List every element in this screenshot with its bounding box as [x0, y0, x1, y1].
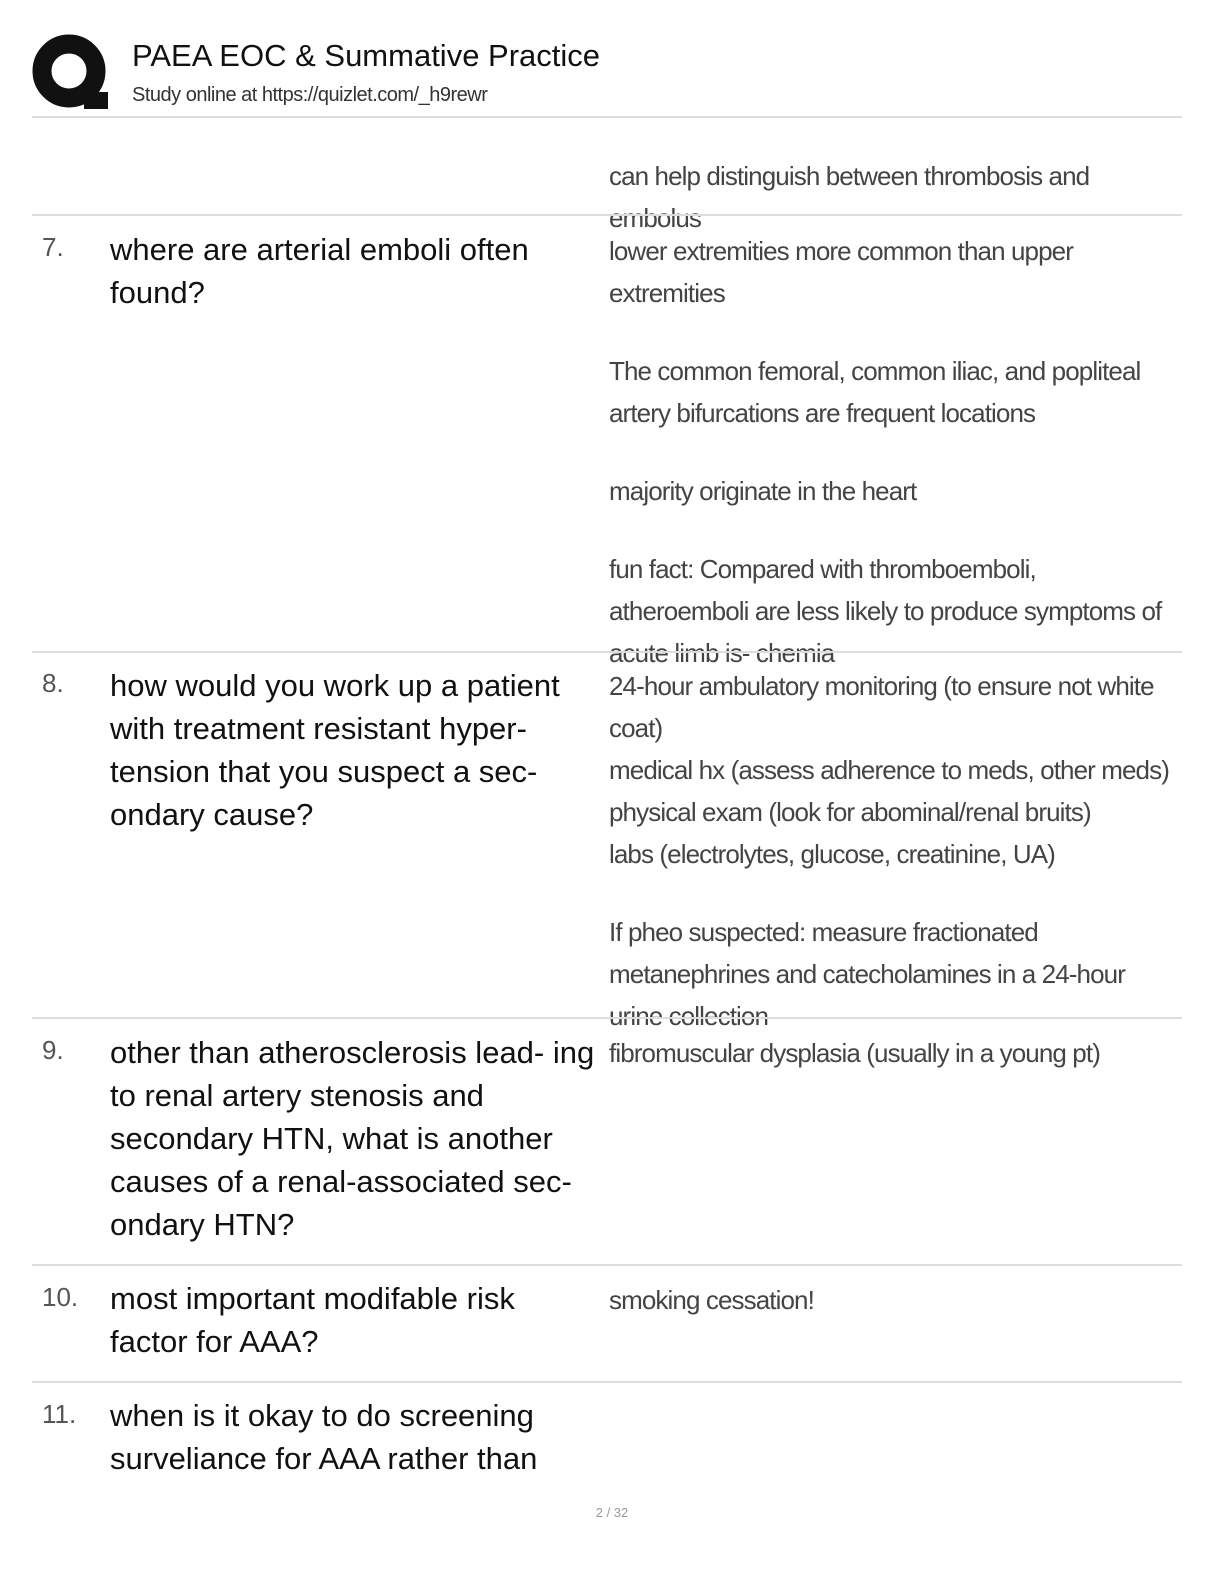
card-question: other than atherosclerosis lead- ing to renal artery stenosis and secondary HTN, what is another causes of a renal-associated sec- ondary HTN?	[110, 1035, 595, 1242]
divider	[32, 116, 1182, 118]
card-answer	[609, 230, 1174, 674]
answer-line: lower extremities more common than upper extremities	[609, 236, 1073, 308]
card-question: how would you work up a patient with treatment resistant hyper- tension that you suspect a sec- ondary cause?	[110, 668, 560, 832]
divider	[32, 214, 1182, 216]
card-answer	[609, 1032, 1174, 1074]
card-number: 9.	[42, 1035, 64, 1065]
answer-line: fun fact: Compared with thromboemboli, atheroemboli are less likely to produce symptoms of acute limb is- chemia	[609, 554, 1162, 668]
answer-line: labs (electrolytes, glucose, creatinine, UA)	[609, 839, 1055, 869]
card-answer	[609, 665, 1174, 1037]
answer-line: If pheo suspected: measure fractionated metanephrines and catecholamines in a 24-hour urine collection	[609, 917, 1125, 1031]
card-number: 11.	[42, 1399, 77, 1429]
card-number: 8.	[42, 668, 64, 698]
divider	[32, 651, 1182, 653]
divider	[32, 1264, 1182, 1266]
page-number: 2 / 32	[595, 1505, 629, 1520]
divider	[32, 1017, 1182, 1019]
answer-line: majority originate in the heart	[609, 476, 917, 506]
card-answer	[609, 1279, 1174, 1321]
answer-line: physical exam (look for abominal/renal bruits)	[609, 797, 1091, 827]
divider	[32, 1381, 1182, 1383]
answer-line: smoking cessation!	[609, 1285, 814, 1315]
document-title: PAEA EOC & Summative Practice	[132, 38, 601, 73]
answer-line: can help distinguish between thrombosis and embolus	[609, 161, 1090, 233]
answer-line: 24-hour ambulatory monitoring (to ensure not white coat)	[609, 671, 1154, 743]
answer-line: fibromuscular dysplasia (usually in a young pt)	[609, 1038, 1100, 1068]
quizlet-logo-icon	[32, 34, 110, 112]
answer-line: medical hx (assess adherence to meds, other meds)	[609, 755, 1169, 785]
answer-continuation	[609, 155, 1174, 239]
card-question: most important modifable risk factor for AAA?	[110, 1281, 515, 1359]
page-header	[32, 34, 1182, 116]
card-question: when is it okay to do screening surveliance for AAA rather than	[110, 1398, 538, 1476]
card-question: where are arterial emboli often found?	[110, 232, 529, 310]
study-online-link[interactable]: Study online at https://quizlet.com/_h9rewr	[132, 84, 488, 106]
card-number: 10.	[42, 1282, 79, 1312]
card-number: 7.	[42, 232, 64, 262]
answer-line: The common femoral, common iliac, and popliteal artery bifurcations are frequent locations	[609, 356, 1141, 428]
